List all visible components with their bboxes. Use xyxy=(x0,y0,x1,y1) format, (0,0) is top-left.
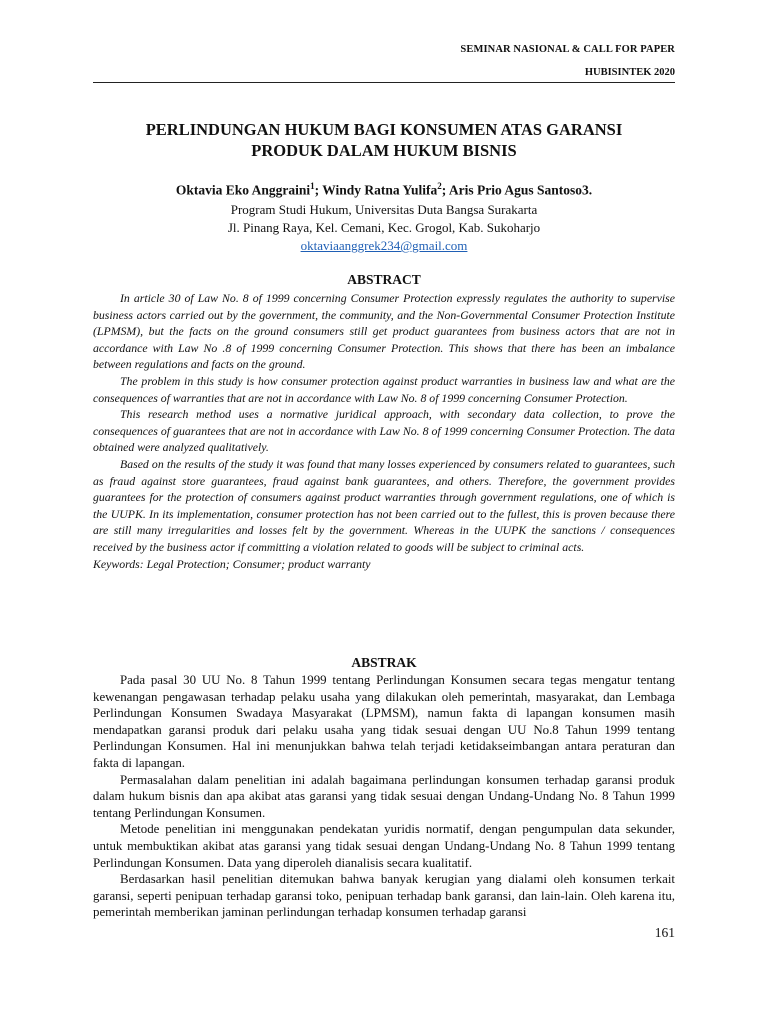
abstrak-heading: ABSTRAK xyxy=(351,655,417,670)
abstrak-paragraph: Pada pasal 30 UU No. 8 Tahun 1999 tentang Perlindungan Konsumen secara tegas mengatur tentang kewenangan pengawasan terhadap pelaku usaha yang dilakukan oleh pemerintah, masyarakat, dan Lembaga Perlindungan Konsumen Swadaya Masyarakat (LPMSM), namun fakta di lapangan konsumen masih mendapatkan garansi produk dari pelaku usaha yang tidak sesuai dengan UU No.8 Tahun 1999 tentang Perlindungan Konsumen. Hal ini menunjukkan bahwa telah terjadi ketidakseimbangan antara peraturan dan fakta di lapangan. xyxy=(93,673,675,770)
author-email-link[interactable]: oktaviaanggrek234@gmail.com xyxy=(300,238,468,253)
author-3: ; Aris Prio Agus Santoso3. xyxy=(441,182,593,198)
header-rule xyxy=(93,82,675,83)
abstract-paragraph: The problem in this study is how consumer protection against product warranties in business law and what are the consequences of warranties that are not in accordance with Law No. 8 of 1999 concerning Consumer Protection. xyxy=(93,373,675,405)
abstrak-paragraph: Metode penelitian ini menggunakan pendekatan yuridis normatif, dengan pengumpulan data sekunder, untuk membuktikan akibat atas garansi yang tidak sesuai dengan Undang-Undang No. 8 Tahun 1999 tentang Perlindungan Konsumen. Data yang diperoleh dianalisis secara kualitatif. xyxy=(93,822,675,870)
abstract-paragraph: Based on the results of the study it was found that many losses experienced by consumers related to guarantees, such as fraud against store guarantees, fraud against bank guarantees, and others. Therefore, the government provides guarantees for the protection of consumers against product warranties through government regulations, one of which is the UUPK. In its implementation, consumer protection has not been carried out to the fullest, this is proven because there are still many irregularities and losses felt by the government. Whereas in the UUPK the sanctions / consequences received by the business actor if committing a violation related to goods will be subject to criminal acts. xyxy=(93,456,675,554)
running-header-seminar: SEMINAR NASIONAL & CALL FOR PAPER xyxy=(460,44,675,55)
keywords: Keywords: Legal Protection; Consumer; product warranty xyxy=(93,556,371,571)
author-2: ; Windy Ratna Yulifa xyxy=(314,182,438,198)
abstract-paragraph: This research method uses a normative juridical approach, with secondary data collection, to prove the consequences of guarantees that are not in accordance with Law No. 8 of 1999 concerning Consumer Protection. The data obtained were analyzed qualitatively. xyxy=(93,407,675,455)
page-number: 161 xyxy=(654,925,675,940)
author-list xyxy=(93,181,675,199)
running-header-event: HUBISINTEK 2020 xyxy=(584,67,675,78)
abstract-heading: ABSTRACT xyxy=(347,272,421,287)
paper-title xyxy=(93,119,675,161)
author-2-affil-mark: 2 xyxy=(437,181,442,191)
author-1-affil-mark: 1 xyxy=(310,181,315,191)
abstrak-paragraph: Berdasarkan hasil penelitian ditemukan bahwa banyak kerugian yang dialami oleh konsumen terkait garansi, seperti penipuan terhadap garansi toko, penipuan terhadap bank garansi, dan lain-lain. Oleh karena itu, pemerintah memberikan jaminan perlindungan terhadap konsumen terhadap garansi xyxy=(93,872,675,920)
title-line-1: PERLINDUNGAN HUKUM BAGI KONSUMEN ATAS GARANSI xyxy=(145,120,623,139)
author-1: Oktavia Eko Anggraini xyxy=(175,182,311,198)
affiliation-institution: Program Studi Hukum, Universitas Duta Bangsa Surakarta xyxy=(230,202,538,217)
title-line-2: PRODUK DALAM HUKUM BISNIS xyxy=(251,141,517,160)
abstract-paragraph: In article 30 of Law No. 8 of 1999 concerning Consumer Protection expressly regulates the authority to supervise business actors carried out by the government, the community, and the Non-Governmental Consumer Protection Institute (LPMSM), but the facts on the ground consumers still get product guarantees from business actors that are not in accordance with Law No .8 of 1999 concerning Consumer Protection. This shows that there has been an imbalance between regulations and facts on the ground. xyxy=(93,291,675,372)
abstract-english xyxy=(93,290,675,572)
email-row xyxy=(93,238,675,254)
abstrak-paragraph: Permasalahan dalam penelitian ini adalah bagaimana perlindungan konsumen terhadap garansi produk dalam hukum bisnis dan apa akibat atas garansi yang tidak sesuai dengan Undang-Undang No. 8 Tahun 1999 tentang Perlindungan Konsumen. xyxy=(93,772,675,820)
affiliation-address: Jl. Pinang Raya, Kel. Cemani, Kec. Grogol, Kab. Sukoharjo xyxy=(227,220,541,235)
abstract-indonesian xyxy=(93,672,675,921)
